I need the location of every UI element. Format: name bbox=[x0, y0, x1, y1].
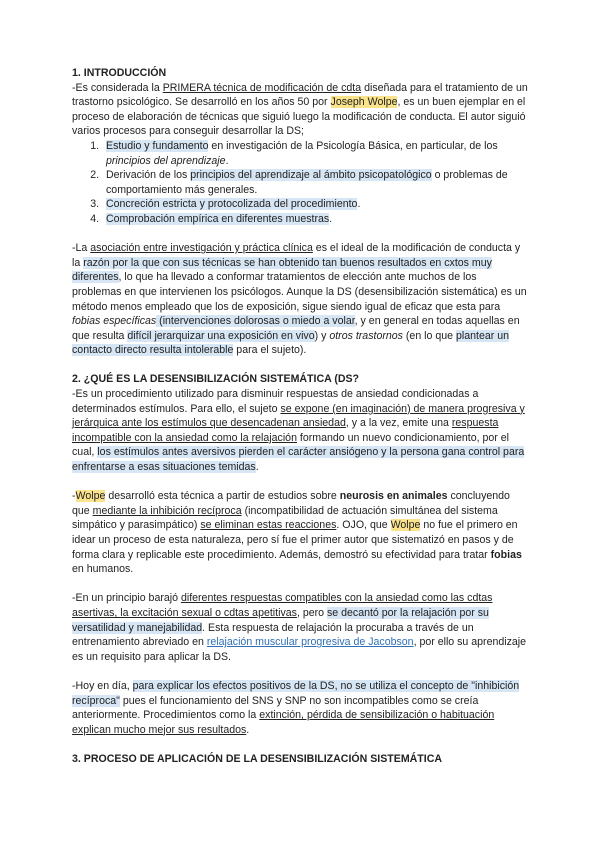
text-run: , lo que ha llevado a conformar tratamientos de elección ante muchos de los problemas en que intervienen los psicólogos. Aunque la DS (desensibilización sistemática) es un método menos empleado que los de exposición, sigue siendo igual de eficaz que esta para bbox=[72, 271, 527, 313]
text-run: . bbox=[246, 723, 250, 736]
text-run: Concreción estricta y protocolizada del procedimiento bbox=[106, 198, 358, 211]
text-run: , y en general en todas aquellas en que resulta bbox=[72, 315, 520, 342]
text-run: para el sujeto). bbox=[233, 344, 307, 357]
text-run: neurosis en animales bbox=[339, 490, 448, 503]
section-2-paragraph-3 bbox=[72, 591, 528, 664]
text-run: razón por la que con sus técnicas se han obtenido tan buenos resultados en cxtos muy diferentes bbox=[72, 256, 492, 284]
text-run: pues el funcionamiento del SNS y SNP no son incompatibles como se creía anteriormente. Procedimientos como la bbox=[72, 694, 479, 722]
section-1-paragraph-2 bbox=[72, 241, 528, 358]
text-run: -Es considerada la bbox=[72, 81, 163, 94]
text-run: Wolpe bbox=[390, 519, 421, 532]
section-2-paragraph-4 bbox=[72, 679, 528, 737]
text-run: diferentes respuestas compatibles con la ansiedad como las cdtas asertivas, la excitación sexual o cdtas apetitivas bbox=[72, 592, 493, 619]
section-3-title: 3. PROCESO DE APLICACIÓN DE LA DESENSIBILIZACIÓN SISTEMÁTICA bbox=[72, 752, 443, 765]
text-run: (incompatibilidad de actuación simultánea del sistema simpático y parasimpático) bbox=[72, 504, 498, 532]
text-run: difícil jerarquizar una exposición en vivo bbox=[127, 329, 315, 342]
list-item bbox=[102, 168, 528, 197]
text-run: -La bbox=[72, 242, 91, 255]
text-run: . bbox=[357, 198, 361, 211]
text-run: . bbox=[329, 212, 333, 225]
list-item bbox=[102, 139, 528, 168]
text-run: principios del aprendizaje al ámbito psicopatológico bbox=[190, 169, 432, 182]
text-run: (en lo que bbox=[402, 329, 456, 342]
section-1-paragraph-1 bbox=[72, 81, 528, 139]
text-run: respuesta incompatible con la ansiedad como la relajación bbox=[72, 417, 499, 444]
text-run: , pero bbox=[296, 606, 327, 619]
list-item bbox=[102, 212, 528, 227]
text-run: concluyendo que bbox=[72, 490, 510, 517]
text-run: asociación entre investigación y práctica clínica bbox=[90, 242, 313, 255]
text-run: Derivación de los bbox=[106, 169, 191, 182]
text-run: se decantó por la relajación por su versatilidad y manejabilidad bbox=[72, 606, 489, 634]
text-run: , y a la vez, emite una bbox=[345, 417, 452, 430]
section-2-paragraph-2 bbox=[72, 489, 528, 577]
text-run: , es un buen ejemplar en el proceso de elaboración de técnicas que siguió luego la modificación de conducta. El autor siguió varios procesos para conseguir desarrollar la DS; bbox=[72, 96, 526, 138]
text-run: otros trastornos bbox=[329, 329, 403, 342]
text-run: se expone (en imaginación) de manera progresiva y jerárquica ante los estímulos que desencadenan ansiedad bbox=[72, 402, 525, 430]
text-run: ) y bbox=[314, 329, 330, 342]
text-run: no fue el primero en idear un proceso de esta naturaleza, pero sí fue el primer autor que sistematizó en pasos y de forma clara y replicable este procedimiento. Además, demostró su efectividad para tratar bbox=[72, 519, 518, 561]
text-run: principios del aprendizaje bbox=[106, 154, 226, 167]
text-run: . Esta respuesta de relajación la procuraba a través de un entrenamiento abreviado en bbox=[72, 621, 474, 649]
text-run: . bbox=[255, 461, 259, 474]
text-run: -Hoy en día, bbox=[72, 679, 133, 692]
text-run: . bbox=[225, 154, 229, 167]
text-run: en investigación de la Psicología Básica, en particular, de los bbox=[208, 139, 498, 152]
section-2-paragraph-1 bbox=[72, 387, 528, 475]
text-run: . OJO, que bbox=[336, 519, 391, 532]
text-run: mediante la inhibición recíproca bbox=[92, 504, 242, 517]
text-run: para explicar los efectos positivos de la DS, no se utiliza el concepto de "inhibición recíproca" bbox=[72, 679, 520, 707]
text-run: , por ello su aprendizaje es un requisito para aplicar la DS. bbox=[72, 636, 527, 663]
text-run: es el ideal de la modificación de conducta y la bbox=[72, 242, 521, 269]
text-run: fobias específicas bbox=[72, 315, 157, 328]
list-item bbox=[102, 197, 528, 212]
text-run: Comprobación empírica en diferentes muestras bbox=[106, 212, 330, 225]
jacobson-link[interactable]: relajación muscular progresiva de Jacobson bbox=[206, 636, 414, 649]
text-run: en humanos. bbox=[72, 563, 134, 576]
text-run: formando un nuevo condicionamiento, por el cual, bbox=[72, 431, 509, 459]
text-run: se eliminan estas reacciones bbox=[200, 519, 337, 532]
text-run: los estímulos antes aversivos pierden el carácter ansiógeno y la persona gana control para enfrentarse a esas situaciones temidas bbox=[72, 446, 525, 474]
text-run: -En un principio barajó bbox=[72, 592, 181, 605]
text-run: extinción, pérdida de sensibilización o habituación explican mucho mejor sus resultados bbox=[72, 709, 495, 736]
document-page bbox=[72, 66, 528, 767]
text-run: -Es un procedimiento utilizado para disminuir respuestas de ansiedad condicionadas a determinados estímulos. Para ello, el sujeto bbox=[72, 388, 479, 415]
text-run: diseñada para el tratamiento de un trastorno psicológico. Se desarrolló en los años 50 por bbox=[72, 81, 528, 109]
section-1-title: 1. INTRODUCCIÓN bbox=[72, 67, 167, 79]
text-run: Estudio y fundamento bbox=[106, 139, 209, 152]
text-run: Wolpe bbox=[75, 490, 106, 503]
text-run: plantear un contacto directo resulta intolerable bbox=[72, 329, 509, 357]
text-run: fobias bbox=[490, 548, 522, 561]
text-run: Joseph Wolpe bbox=[330, 96, 398, 109]
development-steps-list bbox=[72, 139, 528, 227]
text-run: desarrolló esta técnica a partir de estudios sobre bbox=[105, 490, 340, 503]
text-run: PRIMERA técnica de modificación de cdta bbox=[162, 81, 362, 94]
text-run: o problemas de comportamiento más generales. bbox=[106, 169, 508, 196]
text-run: - bbox=[72, 490, 76, 503]
section-2-title: 2. ¿QUÉ ES LA DESENSIBILIZACIÓN SISTEMÁTICA (DS? bbox=[72, 373, 360, 386]
text-run: (intervenciones dolorosas o miedo a volar bbox=[156, 315, 355, 328]
